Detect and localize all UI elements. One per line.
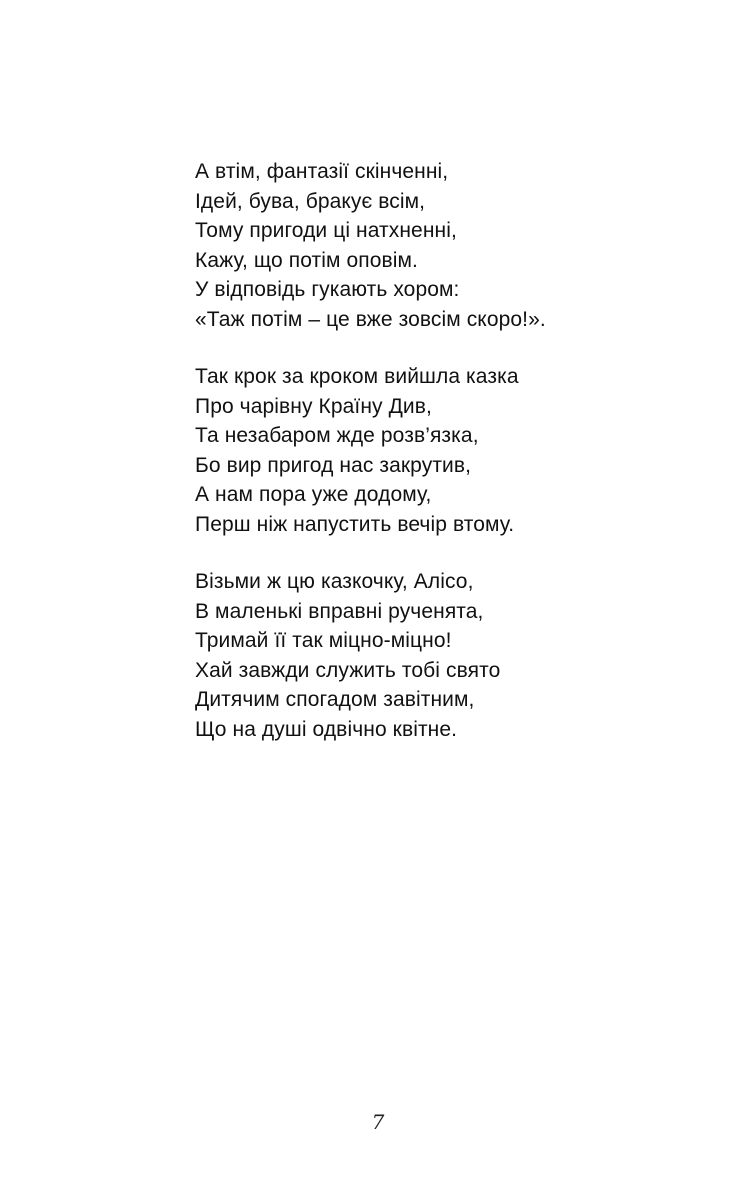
poem-line: В маленькі вправні рученята, — [195, 599, 484, 623]
poem-line: Візьми ж цю казкочку, Алісо, — [195, 570, 474, 593]
poem-line: А нам пора уже додому, — [195, 483, 432, 506]
poem-line: Дитячим спогадом завітним, — [195, 688, 475, 711]
poem-line: А втім, фантазії скінченні, — [195, 160, 449, 183]
poem-line: У відповідь гукають хором: — [195, 278, 460, 301]
stanza-2 — [195, 362, 715, 539]
poem-line: «Таж потім – це вже зовсім скоро!». — [195, 307, 546, 331]
poem-line: Ідей, бува, бракує всім, — [195, 189, 426, 213]
stanza-3 — [195, 567, 715, 744]
page-number: 7 — [371, 1110, 385, 1134]
poem-line: Так крок за кроком вийшла казка — [195, 365, 519, 388]
poem-line: Тримай її так міцно-міцно! — [195, 629, 452, 652]
poem-line: Перш ніж напустить вечір втому. — [195, 512, 515, 536]
poem-line: Хай завжди служить тобі свято — [195, 658, 501, 682]
poem-line: Що на душі одвічно квітне. — [195, 717, 458, 741]
poem-line: Та незабаром жде розв’язка, — [195, 424, 479, 447]
poem-line: Тому пригоди ці натхненні, — [195, 219, 457, 242]
poem-line: Про чарівну Країну Див, — [195, 394, 432, 418]
poem-line: Кажу, що потім оповім. — [195, 248, 418, 272]
poem — [195, 157, 715, 772]
poem-line: Бо вир пригод нас закрутив, — [195, 453, 472, 477]
stanza-1 — [195, 157, 715, 334]
